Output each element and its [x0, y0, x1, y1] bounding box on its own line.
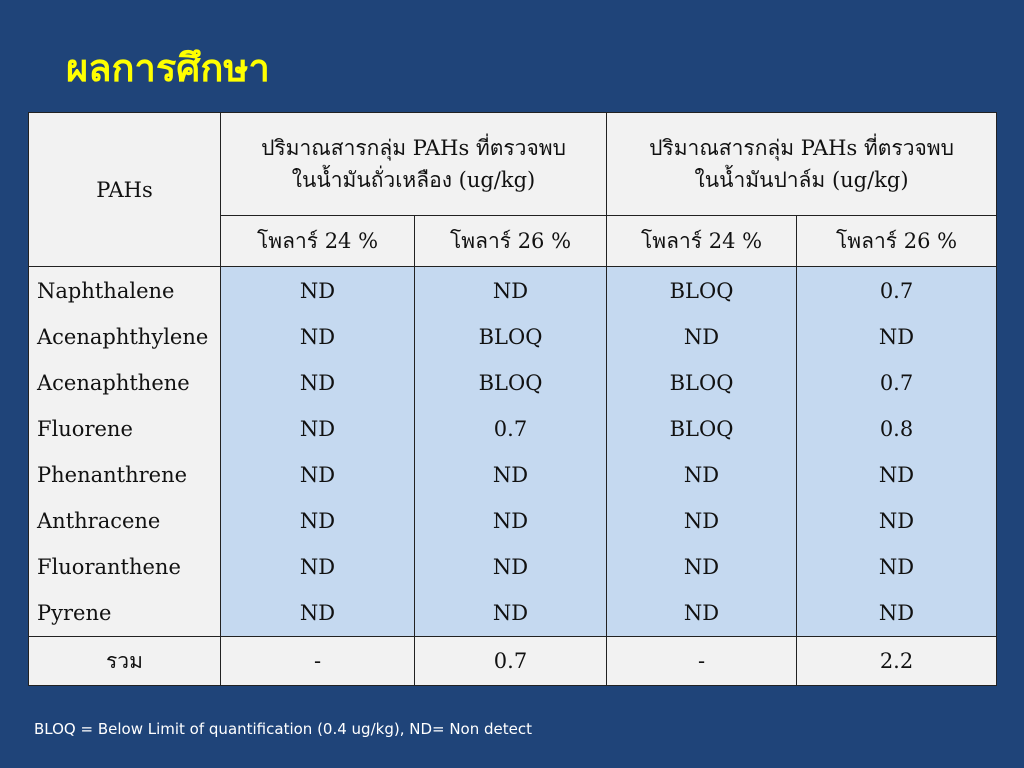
- table-cell: BLOQ: [669, 371, 734, 395]
- table-cell: ND: [878, 325, 915, 349]
- group-header-palm-line1: ปริมาณสารกลุ่ม PAHs ที่ตรวจพบ: [649, 136, 954, 160]
- values-palm-24: [607, 267, 797, 637]
- total-soybean-26: 0.7: [415, 637, 607, 686]
- table-cell: ND: [299, 279, 336, 303]
- row-header-pahs: PAHs: [29, 113, 221, 267]
- data-block-row: [29, 267, 997, 637]
- compound-name: Naphthalene: [37, 279, 175, 303]
- table-cell: BLOQ: [669, 279, 734, 303]
- sub-header-palm-26: โพลาร์ 26 %: [797, 216, 997, 267]
- table-cell: BLOQ: [478, 325, 543, 349]
- compound-name: Acenaphthene: [37, 371, 190, 395]
- table-cell: 0.7: [493, 417, 528, 441]
- total-palm-26: 2.2: [797, 637, 997, 686]
- table-cell: 0.7: [879, 371, 914, 395]
- group-header-soybean-line2: ในน้ำมันถั่วเหลือง (ug/kg): [291, 168, 536, 192]
- table-cell: BLOQ: [478, 371, 543, 395]
- sub-header-soybean-24: โพลาร์ 24 %: [221, 216, 415, 267]
- table-cell: BLOQ: [669, 417, 734, 441]
- values-soybean-26: [415, 267, 607, 637]
- table-cell: ND: [299, 509, 336, 533]
- table-cell: ND: [492, 601, 529, 625]
- total-label: รวม: [29, 637, 221, 686]
- table-cell: ND: [878, 601, 915, 625]
- table-cell: ND: [683, 463, 720, 487]
- compound-name: Fluorene: [37, 417, 133, 441]
- values-palm-26: [797, 267, 997, 637]
- compound-name: Anthracene: [37, 509, 161, 533]
- total-row: [29, 637, 997, 686]
- compound-name-column: [29, 267, 221, 637]
- table-cell: ND: [299, 555, 336, 579]
- sub-header-palm-24: โพลาร์ 24 %: [607, 216, 797, 267]
- table-cell: ND: [299, 371, 336, 395]
- table-cell: ND: [492, 279, 529, 303]
- slide-title: ผลการศึกษา: [66, 46, 270, 90]
- table-cell: ND: [492, 463, 529, 487]
- total-palm-24: -: [607, 637, 797, 686]
- group-header-palm: [607, 113, 997, 216]
- values-soybean-24: [221, 267, 415, 637]
- table-cell: ND: [299, 463, 336, 487]
- table-cell: ND: [492, 509, 529, 533]
- table-cell: 0.7: [879, 279, 914, 303]
- sub-header-soybean-26: โพลาร์ 26 %: [415, 216, 607, 267]
- compound-name: Fluoranthene: [37, 555, 181, 579]
- total-soybean-24: -: [221, 637, 415, 686]
- table-cell: ND: [683, 509, 720, 533]
- results-table: [28, 112, 997, 686]
- compound-name: Acenaphthylene: [37, 325, 209, 349]
- group-header-soybean: [221, 113, 607, 216]
- table-cell: ND: [492, 555, 529, 579]
- table-cell: ND: [299, 601, 336, 625]
- table-cell: ND: [878, 509, 915, 533]
- group-header-soybean-line1: ปริมาณสารกลุ่ม PAHs ที่ตรวจพบ: [261, 136, 566, 160]
- table-cell: 0.8: [879, 417, 914, 441]
- table-cell: ND: [683, 555, 720, 579]
- table-cell: ND: [683, 325, 720, 349]
- header-row-groups: [29, 113, 997, 216]
- compound-name: Pyrene: [37, 601, 112, 625]
- table-cell: ND: [683, 601, 720, 625]
- compound-name: Phenanthrene: [37, 463, 188, 487]
- table-cell: ND: [299, 417, 336, 441]
- table-cell: ND: [878, 463, 915, 487]
- group-header-palm-line2: ในน้ำมันปาล์ม (ug/kg): [694, 168, 909, 192]
- table-cell: ND: [878, 555, 915, 579]
- table-cell: ND: [299, 325, 336, 349]
- footnote: BLOQ = Below Limit of quantification (0.4 ug/kg), ND= Non detect: [34, 720, 532, 738]
